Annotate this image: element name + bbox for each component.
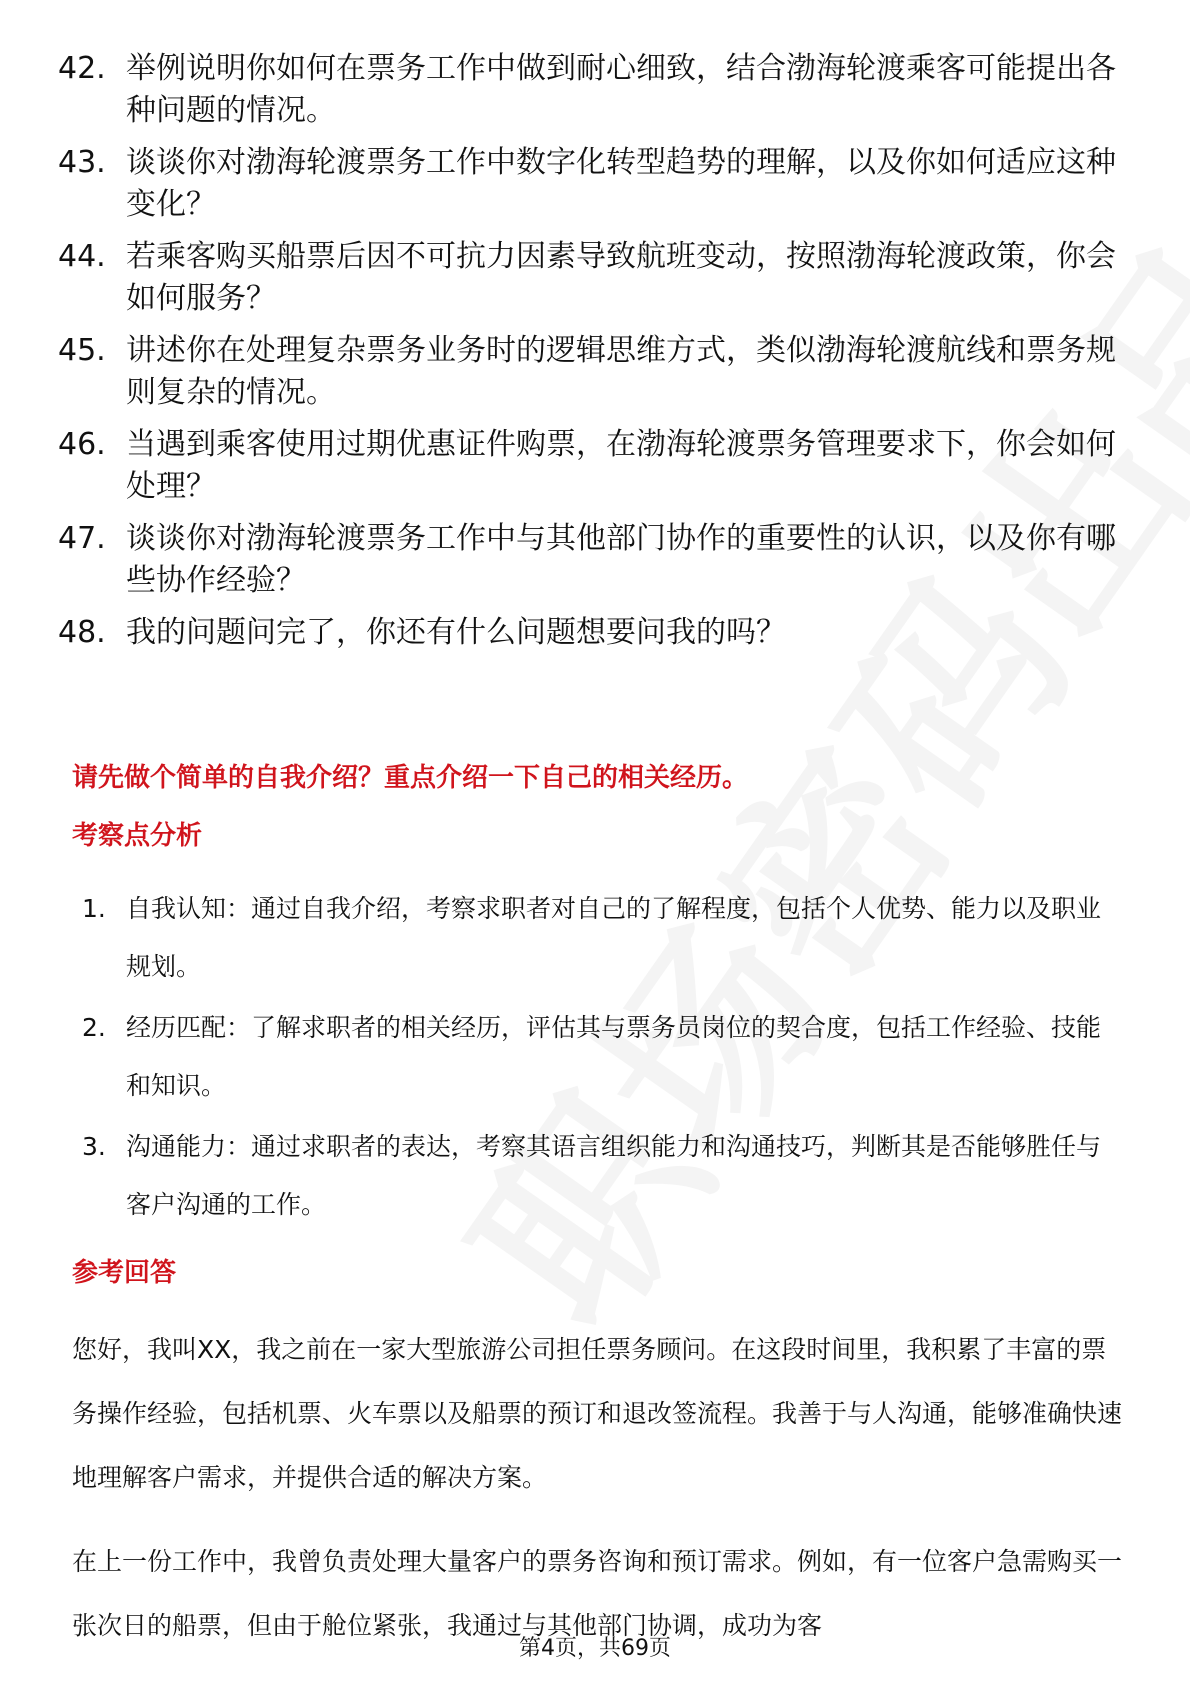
analysis-item xyxy=(82,1118,1122,1234)
question-item xyxy=(58,612,1118,654)
analysis-number: 2. xyxy=(82,1013,106,1042)
question-text: 若乘客购买船票后因不可抗力因素导致航班变动，按照渤海轮渡政策，你会如何服务？ xyxy=(126,239,1116,316)
question-text: 谈谈你对渤海轮渡票务工作中与其他部门协作的重要性的认识，以及你有哪些协作经验？ xyxy=(126,521,1116,598)
analysis-list xyxy=(82,880,1122,1237)
page-number-footer: 第4页，共69页 xyxy=(519,1636,671,1661)
question-text: 谈谈你对渤海轮渡票务工作中数字化转型趋势的理解，以及你如何适应这种变化？ xyxy=(126,145,1116,222)
question-number: 45. xyxy=(58,333,106,368)
analysis-item xyxy=(82,880,1122,996)
question-text: 我的问题问完了，你还有什么问题想要问我的吗？ xyxy=(126,615,786,650)
question-list xyxy=(58,48,1118,664)
analysis-text: 自我认知：通过自我介绍，考察求职者对自己的了解程度，包括个人优势、能力以及职业规划。 xyxy=(126,894,1102,981)
question-item xyxy=(58,424,1118,508)
question-item xyxy=(58,142,1118,226)
analysis-heading: 考察点分析 xyxy=(72,821,203,851)
answer-heading: 参考回答 xyxy=(72,1258,177,1288)
question-number: 44. xyxy=(58,239,106,274)
answer-paragraph: 在上一份工作中，我曾负责处理大量客户的票务咨询和预订需求。例如，有一位客户急需购买一张次日的船票，但由于舱位紧张，我通过与其他部门协调，成功为客 xyxy=(72,1547,1123,1640)
featured-question-heading: 请先做个简单的自我介绍？重点介绍一下自己的相关经历。 xyxy=(72,763,749,793)
question-item xyxy=(58,330,1118,414)
question-item xyxy=(58,236,1118,320)
question-text: 讲述你在处理复杂票务业务时的逻辑思维方式，类似渤海轮渡航线和票务规则复杂的情况。 xyxy=(126,333,1116,410)
question-text: 当遇到乘客使用过期优惠证件购票，在渤海轮渡票务管理要求下，你会如何处理？ xyxy=(126,427,1116,504)
question-number: 42. xyxy=(58,51,106,86)
answer-paragraph: 您好，我叫XX，我之前在一家大型旅游公司担任票务顾问。在这段时间里，我积累了丰富的票务操作经验，包括机票、火车票以及船票的预订和退改签流程。我善于与人沟通，能够准确快速地理解客户需求，并提供合适的解决方案。 xyxy=(72,1335,1123,1492)
question-item xyxy=(58,518,1118,602)
question-number: 47. xyxy=(58,521,106,556)
analysis-number: 1. xyxy=(82,894,106,923)
question-number: 46. xyxy=(58,427,106,462)
analysis-number: 3. xyxy=(82,1132,106,1161)
question-item xyxy=(58,48,1118,132)
question-number: 48. xyxy=(58,615,106,650)
analysis-text: 经历匹配：了解求职者的相关经历，评估其与票务员岗位的契合度，包括工作经验、技能和知识。 xyxy=(126,1013,1102,1100)
analysis-text: 沟通能力：通过求职者的表达，考察其语言组织能力和沟通技巧，判断其是否能够胜任与客户沟通的工作。 xyxy=(126,1132,1102,1219)
analysis-item xyxy=(82,999,1122,1115)
question-number: 43. xyxy=(58,145,106,180)
question-text: 举例说明你如何在票务工作中做到耐心细致，结合渤海轮渡乘客可能提出各种问题的情况。 xyxy=(126,51,1116,128)
